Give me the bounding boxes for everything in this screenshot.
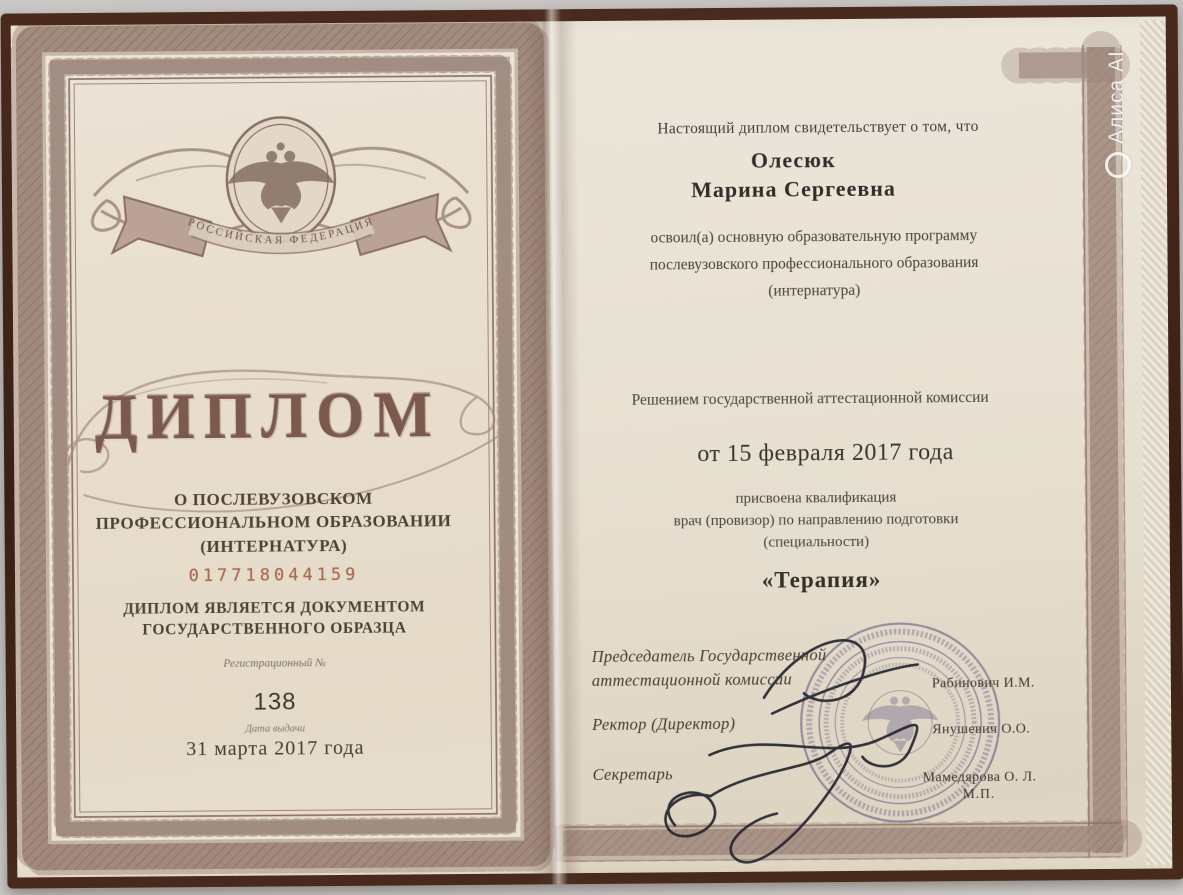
holder-surname: Олесюк xyxy=(750,147,836,173)
qualification-statement xyxy=(582,485,1050,555)
decision-date: от 15 февраля 2017 года xyxy=(697,439,954,468)
alisa-ai-watermark xyxy=(1101,22,1135,180)
diploma-serial-number: 017718044159 xyxy=(188,564,360,587)
program-line2: послевузовского профессионального образования xyxy=(649,253,979,274)
russia-coat-of-arms-vignette xyxy=(75,98,487,301)
registration-number-value: 138 xyxy=(253,688,297,716)
signatory-role-rector: Ректор (Директор) xyxy=(592,713,736,735)
state-document-statement-line2: ГОСУДАРСТВЕННОГО ОБРАЗЦА xyxy=(142,619,407,639)
signatory-name-chairman: Рабинович И.М. xyxy=(931,675,1035,692)
diploma-book-cover xyxy=(1,4,1183,888)
program-statement xyxy=(580,221,1048,306)
diploma-subtitle-line1: О ПОСЛЕВУЗОВСКОМ xyxy=(173,488,373,510)
qualification-line3: (специальности) xyxy=(763,533,870,551)
diploma-content-page xyxy=(549,16,1173,873)
seal-place-note: М.П. xyxy=(962,785,996,802)
diploma-subtitle-line3: (ИНТЕРНАТУРА) xyxy=(200,535,348,557)
qualification-line1: присвоена квалификация xyxy=(735,489,897,507)
diploma-title-page xyxy=(11,21,556,877)
specialty-name: «Терапия» xyxy=(761,566,882,593)
diploma-title: ДИПЛОМ xyxy=(94,379,442,454)
holder-name-patronymic: Марина Сергеевна xyxy=(690,175,896,203)
state-document-statement-line1: ДИПЛОМ ЯВЛЯЕТСЯ ДОКУМЕНТОМ xyxy=(123,598,426,618)
watermark-label: Алиса AI xyxy=(1105,50,1128,144)
watermark-circle-icon xyxy=(1105,152,1131,178)
diploma-open-spread xyxy=(11,16,1173,877)
commission-decision-statement: Решением государственной аттестационной комиссии xyxy=(631,388,989,409)
certifies-statement: Настоящий диплом свидетельствует о том, что xyxy=(657,117,979,138)
issue-date-label: Дата выдачи xyxy=(245,723,306,735)
banner-country-name: РОССИЙСКАЯ ФЕДЕРАЦИЯ xyxy=(186,214,377,247)
signatory-role-secretary: Секретарь xyxy=(592,764,673,785)
signatory-name-secretary: Мамедярова О. Л. xyxy=(922,769,1037,786)
registration-number-label: Регистрационный № xyxy=(223,657,327,670)
program-line1: освоил(а) основную образовательную программу xyxy=(650,226,978,247)
qualification-line2: врач (провизор) по направлению подготовки xyxy=(673,511,959,530)
signatory-name-rector: Янушевич О.О. xyxy=(932,721,1031,738)
issue-date-value: 31 марта 2017 года xyxy=(186,736,365,761)
signatory-role-chairman: Председатель Государственной аттестационной комиссии xyxy=(591,645,827,691)
page-edges-stack xyxy=(1140,20,1173,864)
program-line3: (интернатура) xyxy=(768,281,861,300)
diploma-subtitle-line2: ПРОФЕССИОНАЛЬНОМ ОБРАЗОВАНИИ xyxy=(95,511,452,533)
